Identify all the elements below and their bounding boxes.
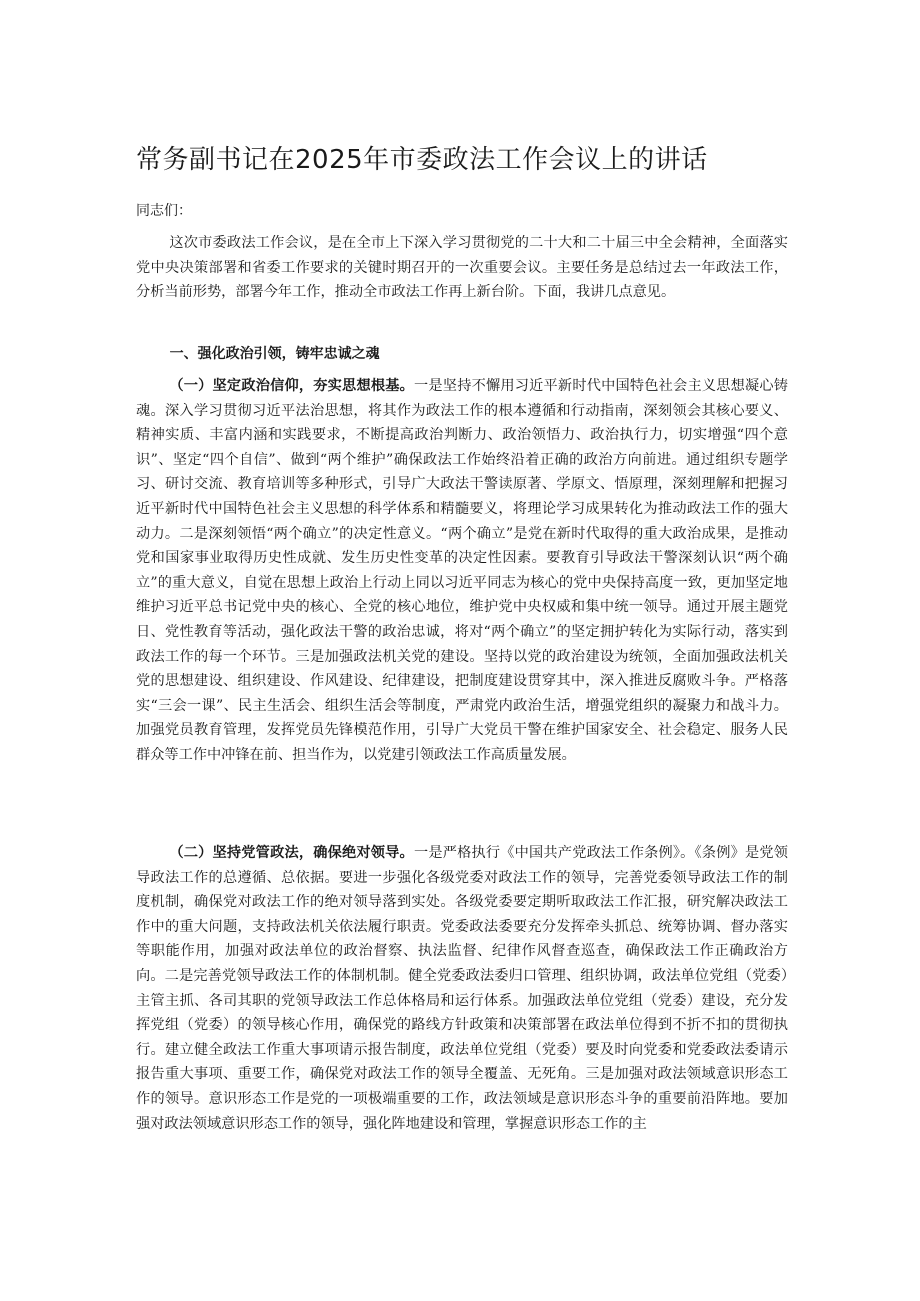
- section-heading-1: 一、强化政治引领，铸牢忠诚之魂: [169, 346, 380, 362]
- intro-paragraph: 这次市委政法工作会议，是在全市上下深入学习贯彻党的二十大和二十届三中全会精神，全面落实党中央决策部署和省委工作要求的关键时期召开的一次重要会议。主要任务是总结过去一年政法工作，分析当前形势，部署今年工作，推动全市政法工作再上新台阶。下面，我讲几点意见。: [136, 235, 788, 301]
- subsection-lead-2: （二）坚持党管政法，确保绝对领导。: [169, 845, 414, 861]
- subsection-paragraph-2: [136, 841, 788, 1136]
- salutation: 同志们：: [136, 203, 192, 219]
- subsection-text-1: 一是坚持不懈用习近平新时代中国特色社会主义思想凝心铸魂。深入学习贯彻习近平法治思想，将其作为政法工作的根本遵循和行动指南，深刻领会其核心要义、精神实质、丰富内涵和实践要求，不断提高政治判断力、政治领悟力、政治执行力，切实增强“四个意识”、坚定“四个自信”、做到“两个维护”确保政法工作始终沿着正确的政治方向前进。通过组织专题学习、研讨交流、教育培训等多种形式，引导广大政法干警读原著、学原文、悟原理，深刻理解和把握习近平新时代中国特色社会主义思想的科学体系和精髓要义，将理论学习成果转化为推动政法工作的强大动力。二是深刻领悟“两个确立”的决定性意义。“两个确立”是党在新时代取得的重大政治成果，是推动党和国家事业取得历史性成就、发生历史性变革的决定性因素。要教育引导政法干警深刻认识“两个确立”的重大意义，自觉在思想上政治上行动上同以习近平同志为核心的党中央保持高度一致，更加坚定地维护习近平总书记党中央的核心、全党的核心地位，维护党中央权威和集中统一领导。通过开展主题党日、党性教育等活动，强化政法干警的政治忠诚，将对“两个确立”的坚定拥护转化为实际行动，落实到政法工作的每一个环节。三是加强政法机关党的建设。坚持以党的政治建设为统领，全面加强政法机关党的思想建设、组织建设、作风建设、纪律建设，把制度建设贯穿其中，深入推进反腐败斗争。严格落实“三会一课”、民主生活会、组织生活会等制度，严肃党内政治生活，增强党组织的凝聚力和战斗力。加强党员教育管理，发挥党员先锋模范作用，引导广大党员干警在维护国家安全、社会稳定、服务人民群众等工作中冲锋在前、担当作为，以党建引领政法工作高质量发展。: [136, 378, 788, 763]
- subsection-lead-1: （一）坚定政治信仰，夯实思想根基。: [169, 378, 415, 394]
- subsection-paragraph-1: [136, 374, 788, 768]
- subsection-text-2: 一是严格执行《中国共产党政法工作条例》。《条例》是党领导政法工作的总遵循、总依据。要进一步强化各级党委对政法工作的领导，完善党委领导政法工作的制度机制，确保党对政法工作的绝对领导落到实处。各级党委要定期听取政法工作汇报，研究解决政法工作中的重大问题，支持政法机关依法履行职责。党委政法委要充分发挥牵头抓总、统筹协调、督办落实等职能作用，加强对政法单位的政治督察、执法监督、纪律作风督查巡查，确保政法工作正确政治方向。二是完善党领导政法工作的体制机制。健全党委政法委归口管理、组织协调，政法单位党组（党委）主管主抓、各司其职的党领导政法工作总体格局和运行体系。加强政法单位党组（党委）建设，充分发挥党组（党委）的领导核心作用，确保党的路线方针政策和决策部署在政法单位得到不折不扣的贯彻执行。建立健全政法工作重大事项请示报告制度，政法单位党组（党委）要及时向党委和党委政法委请示报告重大事项、重要工作，确保党对政法工作的领导全覆盖、无死角。三是加强对政法领域意识形态工作的领导。意识形态工作是党的一项极端重要的工作，政法领域是意识形态斗争的重要前沿阵地。要加强对政法领域意识形态工作的领导，强化阵地建设和管理，掌握意识形态工作的主: [136, 845, 788, 1132]
- document-title: 常务副书记在2025年市委政法工作会议上的讲话: [136, 145, 708, 175]
